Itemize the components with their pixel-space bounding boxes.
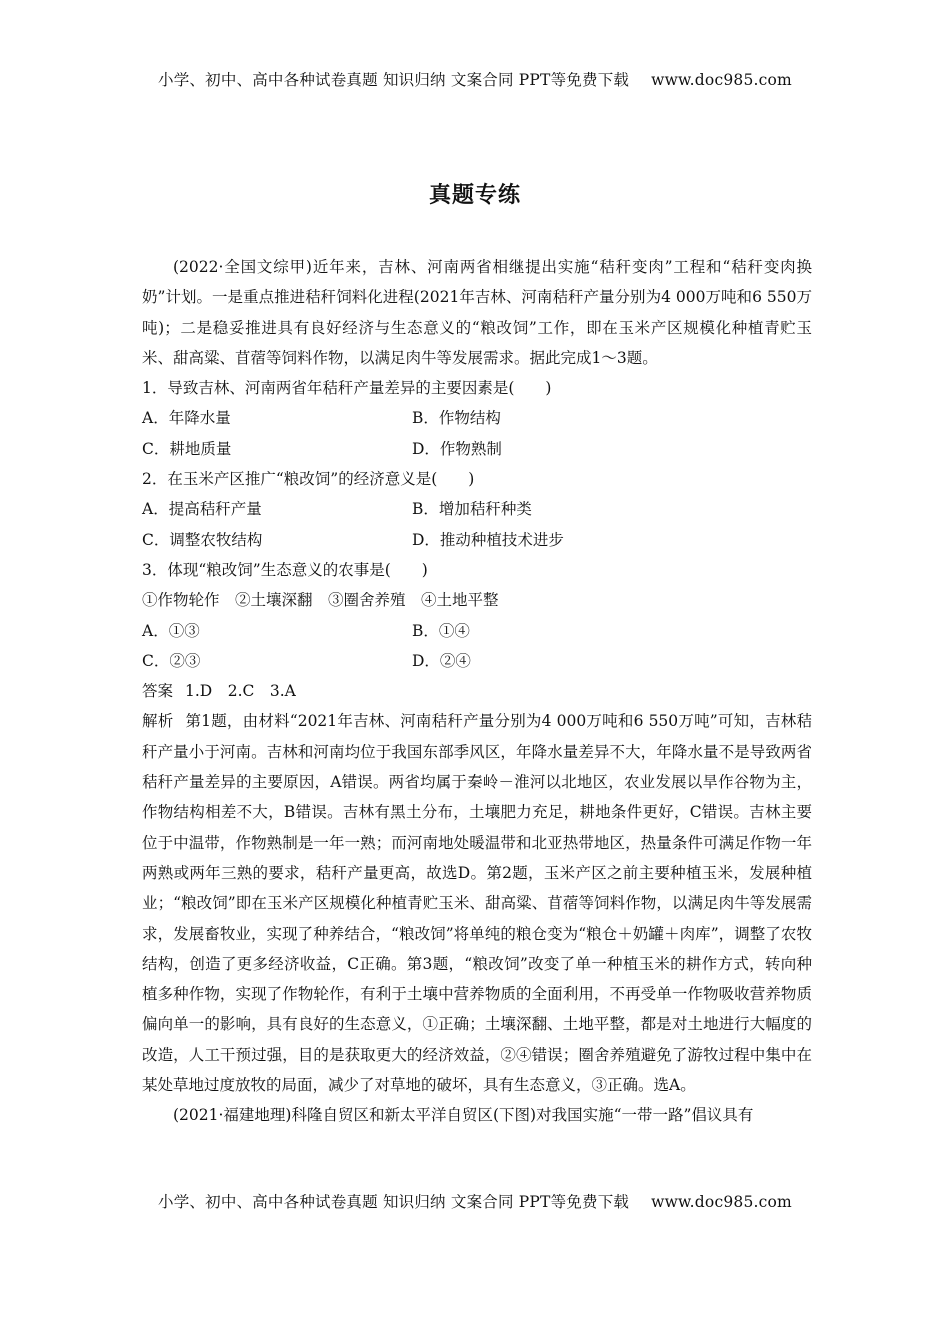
answer-text: 1.D 2.C 3.A	[185, 682, 296, 701]
passage-next: (2021·福建地理)科隆自贸区和新太平洋自贸区(下图)对我国实施“一带一路”倡议具有	[173, 1106, 754, 1125]
question-3-stem: 3．体现“粮改饲”生态意义的农事是( )	[142, 560, 428, 579]
question-3-option-c[interactable]: C．②③	[142, 651, 201, 670]
question-1-stem: 1．导致吉林、河南两省年秸秆产量差异的主要因素是( )	[142, 379, 552, 398]
passage-intro: (2022·全国文综甲)近年来，吉林、河南两省相继提出实施“秸秆变肉”工程和“秸秆变肉换奶”计划。一是重点推进秸秆饲料化进程(2021年吉林、河南秸秆产量分别为4 000万吨和6 550万吨)；二是稳妥推进具有良好经济与生态意义的“粮改饲”工作，即在玉米产区规模化种植青贮玉米、甜高粱、苜蓿等饲料作物，以满足肉牛等发展需求。据此完成1～3题。	[142, 258, 812, 367]
footer-url: www.doc985.com	[651, 1193, 792, 1211]
question-2-options-row-2	[142, 525, 812, 555]
question-1-option-b[interactable]: B．作物结构	[412, 409, 501, 428]
question-3-option-b[interactable]: B．①④	[412, 621, 470, 640]
question-1-options-row-1	[142, 403, 812, 433]
question-2-option-c[interactable]: C．调整农牧结构	[142, 530, 263, 549]
question-3-options-row-1	[142, 616, 812, 646]
question-1-option-a[interactable]: A．年降水量	[142, 409, 231, 428]
header-url: www.doc985.com	[651, 71, 792, 89]
document-body	[142, 252, 812, 1131]
question-2-option-d[interactable]: D．推动种植技术进步	[412, 530, 564, 549]
answer-label: 答案	[142, 682, 174, 701]
header-text: 小学、初中、高中各种试卷真题 知识归纳 文案合同 PPT等免费下载	[158, 71, 630, 89]
analysis-text: 第1题，由材料“2021年吉林、河南秸秆产量分别为4 000万吨和6 550万吨”可知，吉林秸秆产量小于河南。吉林和河南均位于我国东部季风区，年降水量差异不大，年降水量不是导致两省秸秆产量差异的主要原因，A错误。两省均属于秦岭－淮河以北地区，农业发展以旱作谷物为主，作物结构相差不大，B错误。吉林有黑土分布，土壤肥力充足，耕地条件更好，C错误。吉林主要位于中温带，作物熟制是一年一熟；而河南地处暖温带和北亚热带地区，热量条件可满足作物一年两熟或两年三熟的要求，秸秆产量更高，故选D。第2题，玉米产区之前主要种植玉米，发展种植业；“粮改饲”即在玉米产区规模化种植青贮玉米、甜高粱、苜蓿等饲料作物，以满足肉牛等发展需求，发展畜牧业，实现了种养结合，“粮改饲”将单纯的粮仓变为“粮仓＋奶罐＋肉库”，调整了农牧结构，创造了更多经济收益，C正确。第3题，“粮改饲”改变了单一种植玉米的耕作方式，转向种植多种作物，实现了作物轮作，有利于土壤中营养物质的全面利用，不再受单一作物吸收营养物质偏向单一的影响，具有良好的生态意义，①正确；土壤深翻、土地平整，都是对土地进行大幅度的改造，人工干预过强，目的是获取更大的经济效益，②④错误；圈舍养殖避免了游牧过程中集中在某处草地过度放牧的局面，减少了对草地的破坏，具有生态意义，③正确。选A。	[142, 712, 812, 1095]
question-2-option-a[interactable]: A．提高秸秆产量	[142, 500, 262, 519]
analysis-label: 解析	[142, 712, 174, 731]
page-footer	[0, 1190, 950, 1212]
analysis-paragraph	[142, 706, 812, 1100]
question-2-options-row-1	[142, 494, 812, 524]
question-2-stem: 2．在玉米产区推广“粮改饲”的经济意义是( )	[142, 470, 475, 489]
page-header	[0, 68, 950, 90]
question-2-option-b[interactable]: B．增加秸秆种类	[412, 500, 532, 519]
question-1-option-c[interactable]: C．耕地质量	[142, 439, 232, 458]
question-3-option-a[interactable]: A．①③	[142, 621, 200, 640]
question-1-option-d[interactable]: D．作物熟制	[412, 439, 502, 458]
question-1-options-row-2	[142, 434, 812, 464]
question-3-option-d[interactable]: D．②④	[412, 651, 471, 670]
page-title: 真题专练	[428, 183, 521, 208]
answer-line	[142, 676, 812, 706]
footer-text: 小学、初中、高中各种试卷真题 知识归纳 文案合同 PPT等免费下载	[158, 1193, 630, 1211]
question-3-statements: ①作物轮作 ②土壤深翻 ③圈舍养殖 ④土地平整	[142, 591, 499, 610]
question-3-options-row-2	[142, 646, 812, 676]
